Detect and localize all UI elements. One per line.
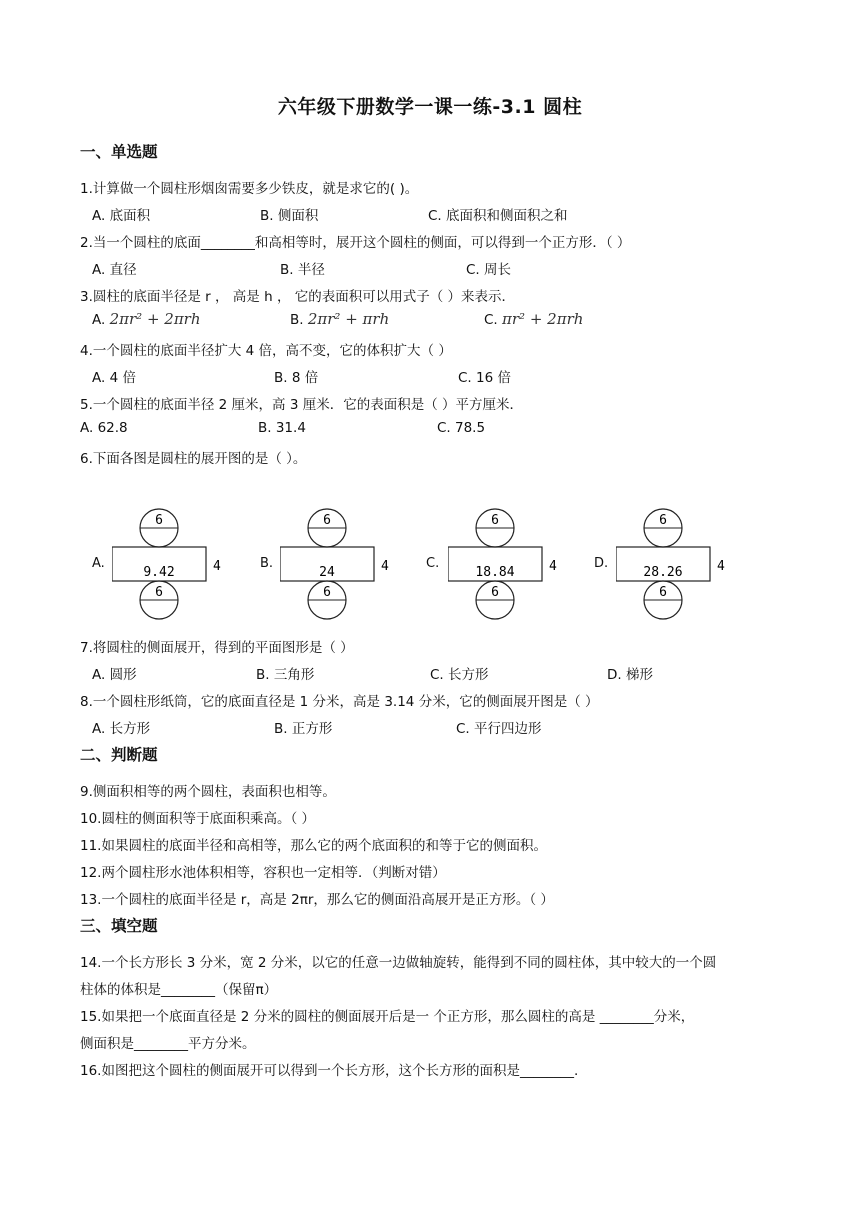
- bottom-circle-diameter: 6: [155, 585, 163, 600]
- question-14-line-2: 柱体的体积是________（保留π）: [80, 982, 278, 998]
- option-c: C. 底面积和侧面积之和: [428, 208, 568, 224]
- rectangle-height: 4: [549, 559, 557, 574]
- bottom-circle-diameter: 6: [491, 585, 499, 600]
- option-c: C. 16 倍: [458, 370, 511, 386]
- option-a: A. 圆形: [92, 667, 137, 683]
- question-15-line-1: 15.如果把一个底面直径是 2 分米的圆柱的侧面展开后是一 个正方形，那么圆柱的高是 ________分米，: [80, 1009, 695, 1025]
- option-b: B. 正方形: [274, 721, 333, 737]
- rectangle-length: 18.84: [475, 565, 515, 580]
- section-heading-single-choice: 一、单选题: [80, 143, 158, 161]
- rectangle-height: 4: [381, 559, 389, 574]
- question-8: 8.一个圆柱形纸筒，它的底面直径是 1 分米，高是 3.14 分米，它的侧面展开图是（ ）: [80, 694, 599, 710]
- page-title: 六年级下册数学一课一练-3.1 圆柱: [277, 96, 583, 118]
- option-a: A. 直径: [92, 262, 137, 278]
- question-11: 11.如果圆柱的底面半径和高相等，那么它的两个底面积的和等于它的侧面积。: [80, 838, 547, 854]
- option-b: B. 三角形: [256, 667, 315, 683]
- rectangle-height: 4: [717, 559, 725, 574]
- option-c: [484, 310, 583, 328]
- figure-label: C.: [426, 556, 440, 571]
- rectangle-length: 28.26: [643, 565, 683, 580]
- option-b: B. 8 倍: [274, 370, 319, 386]
- cylinder-net-figures: [80, 500, 760, 620]
- question-5: 5.一个圆柱的底面半径 2 厘米，高 3 厘米．它的表面积是（ ）平方厘米．: [80, 397, 524, 413]
- option-a: A. 62.8: [80, 420, 128, 436]
- rectangle-height: 4: [213, 559, 221, 574]
- question-2: 2.当一个圆柱的底面________和高相等时，展开这个圆柱的侧面，可以得到一个正方形．（ ）: [80, 235, 631, 251]
- section-heading-fill-in: 三、填空题: [80, 917, 158, 935]
- rectangle-length: 24: [319, 565, 335, 580]
- figure-label: A.: [92, 556, 105, 571]
- bottom-circle-diameter: 6: [323, 585, 331, 600]
- cylinder-net-drawing: [448, 500, 598, 620]
- option-c: C. 周长: [466, 262, 512, 278]
- question-14-line-1: 14.一个长方形长 3 分米，宽 2 分米，以它的任意一边做轴旋转，能得到不同的圆柱体，其中较大的一个圆: [80, 955, 717, 971]
- question-13: 13.一个圆柱的底面半径是 r，高是 2πr，那么它的侧面沿高展开是正方形。（ ）: [80, 892, 554, 908]
- rectangle-length: 9.42: [143, 565, 175, 580]
- option-label: A.: [92, 312, 106, 328]
- formula: πr² + 2πrh: [502, 310, 584, 328]
- formula: 2πr² + πrh: [307, 310, 390, 328]
- top-circle-diameter: 6: [491, 513, 499, 528]
- question-10: 10.圆柱的侧面积等于底面积乘高。（ ）: [80, 811, 316, 827]
- net-figure-c: [426, 500, 576, 620]
- option-c: C. 78.5: [437, 420, 486, 436]
- option-c: C. 长方形: [430, 667, 489, 683]
- net-figure-a: [92, 500, 242, 620]
- bottom-circle-diameter: 6: [659, 585, 667, 600]
- top-circle-diameter: 6: [659, 513, 667, 528]
- option-b: B. 半径: [280, 262, 325, 278]
- net-figure-d: [594, 500, 744, 620]
- option-label: B.: [290, 312, 304, 328]
- cylinder-net-drawing: [112, 500, 262, 620]
- option-c: C. 平行四边形: [456, 721, 542, 737]
- cylinder-net-drawing: [280, 500, 430, 620]
- question-4: 4.一个圆柱的底面半径扩大 4 倍，高不变，它的体积扩大（ ）: [80, 343, 452, 359]
- question-9: 9.侧面积相等的两个圆柱，表面积也相等。: [80, 784, 336, 800]
- question-12: 12.两个圆柱形水池体积相等，容积也一定相等．（判断对错）: [80, 865, 446, 881]
- option-d: D. 梯形: [607, 667, 653, 683]
- formula: 2πr² + 2πrh: [109, 310, 201, 328]
- option-label: C.: [484, 312, 498, 328]
- section-heading-true-false: 二、判断题: [80, 746, 158, 764]
- option-b: B. 侧面积: [260, 208, 319, 224]
- cylinder-net-drawing: [616, 500, 766, 620]
- question-6: 6.下面各图是圆柱的展开图的是（ ）。: [80, 451, 307, 467]
- option-a: [92, 310, 201, 328]
- top-circle-diameter: 6: [155, 513, 163, 528]
- net-figure-b: [260, 500, 410, 620]
- figure-label: D.: [594, 556, 609, 571]
- option-a: A. 长方形: [92, 721, 151, 737]
- question-3: 3.圆柱的底面半径是 r ， 高是 h ， 它的表面积可以用式子（ ）来表示．: [80, 289, 516, 305]
- option-a: A. 底面积: [92, 208, 151, 224]
- option-b: B. 31.4: [258, 420, 306, 436]
- option-a: A. 4 倍: [92, 370, 136, 386]
- question-16: 16.如图把这个圆柱的侧面展开可以得到一个长方形，这个长方形的面积是________.: [80, 1063, 579, 1079]
- option-b: [290, 310, 389, 328]
- top-circle-diameter: 6: [323, 513, 331, 528]
- question-7: 7.将圆柱的侧面展开，得到的平面图形是（ ）: [80, 640, 354, 656]
- question-15-line-2: 侧面积是________平方分米。: [80, 1036, 256, 1052]
- figure-label: B.: [260, 556, 274, 571]
- question-1: 1.计算做一个圆柱形烟囱需要多少铁皮，就是求它的( )。: [80, 181, 419, 197]
